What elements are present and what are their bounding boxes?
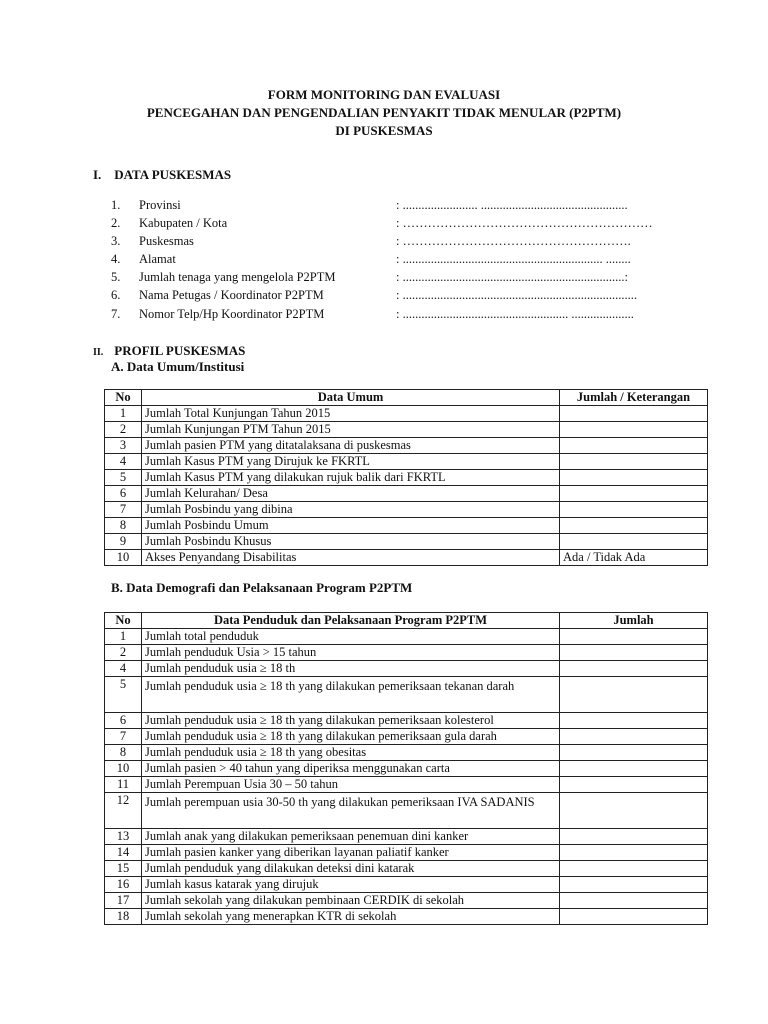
table-row bbox=[105, 486, 708, 502]
row-number: 8 bbox=[105, 518, 142, 534]
form-title-line1: FORM MONITORING DAN EVALUASI bbox=[267, 87, 501, 102]
row-number: 1 bbox=[105, 406, 142, 422]
subsection-b-title: B. Data Demografi dan Pelaksanaan Program P2PTM bbox=[111, 580, 413, 595]
row-value[interactable] bbox=[560, 729, 708, 745]
row-number: 5 bbox=[105, 677, 142, 713]
field-value[interactable]: : ........................................................................... bbox=[396, 288, 637, 302]
field-value[interactable]: : ………………………………………………. bbox=[396, 234, 631, 248]
field-row bbox=[0, 198, 768, 216]
row-value[interactable] bbox=[560, 845, 708, 861]
row-label: Jumlah Posbindu Umum bbox=[142, 518, 560, 534]
section2-title: PROFIL PUSKESMAS bbox=[114, 343, 246, 358]
field-row bbox=[0, 252, 768, 270]
row-number: 12 bbox=[105, 793, 142, 829]
row-value[interactable] bbox=[560, 438, 708, 454]
row-label: Jumlah perempuan usia 30-50 th yang dilakukan pemeriksaan IVA SADANIS bbox=[142, 793, 560, 829]
field-row bbox=[0, 307, 768, 325]
row-label: Jumlah Total Kunjungan Tahun 2015 bbox=[142, 406, 560, 422]
row-number: 3 bbox=[105, 438, 142, 454]
field-label: Nomor Telp/Hp Koordinator P2PTM bbox=[139, 307, 325, 321]
section1-number: I. bbox=[93, 167, 102, 182]
row-value[interactable]: Ada / Tidak Ada bbox=[560, 550, 708, 566]
row-number: 7 bbox=[105, 729, 142, 745]
col-header-jumlah: Jumlah bbox=[560, 613, 708, 629]
section2-heading bbox=[93, 343, 245, 359]
row-value[interactable] bbox=[560, 761, 708, 777]
table-row bbox=[105, 534, 708, 550]
row-label: Jumlah Kasus PTM yang dilakukan rujuk balik dari FKRTL bbox=[142, 470, 560, 486]
field-label: Alamat bbox=[139, 252, 176, 266]
table-row bbox=[105, 454, 708, 470]
table-row bbox=[105, 470, 708, 486]
row-number: 9 bbox=[105, 534, 142, 550]
field-label: Nama Petugas / Koordinator P2PTM bbox=[139, 288, 324, 302]
col-header-data: Data Penduduk dan Pelaksanaan Program P2PTM bbox=[142, 613, 560, 629]
field-number: 1. bbox=[111, 198, 121, 212]
field-row bbox=[0, 270, 768, 288]
table-row bbox=[105, 713, 708, 729]
table-row bbox=[105, 761, 708, 777]
row-label: Jumlah penduduk usia ≥ 18 th yang dilakukan pemeriksaan gula darah bbox=[142, 729, 560, 745]
data-umum-table bbox=[104, 389, 708, 566]
row-value[interactable] bbox=[560, 861, 708, 877]
row-number: 2 bbox=[105, 422, 142, 438]
row-value[interactable] bbox=[560, 486, 708, 502]
table-row bbox=[105, 422, 708, 438]
row-value[interactable] bbox=[560, 422, 708, 438]
row-number: 10 bbox=[105, 550, 142, 566]
row-value[interactable] bbox=[560, 777, 708, 793]
col-header-data: Data Umum bbox=[142, 390, 560, 406]
row-value[interactable] bbox=[560, 406, 708, 422]
field-value[interactable]: : ................................................................ ........ bbox=[396, 252, 631, 266]
row-number: 6 bbox=[105, 486, 142, 502]
row-label: Jumlah penduduk yang dilakukan deteksi dini katarak bbox=[142, 861, 560, 877]
field-row bbox=[0, 288, 768, 306]
row-label: Jumlah pasien > 40 tahun yang diperiksa menggunakan carta bbox=[142, 761, 560, 777]
row-number: 16 bbox=[105, 877, 142, 893]
row-value[interactable] bbox=[560, 893, 708, 909]
row-number: 15 bbox=[105, 861, 142, 877]
table-row bbox=[105, 777, 708, 793]
row-value[interactable] bbox=[560, 629, 708, 645]
table-row bbox=[105, 893, 708, 909]
row-label: Jumlah pasien PTM yang ditatalaksana di puskesmas bbox=[142, 438, 560, 454]
field-label: Jumlah tenaga yang mengelola P2PTM bbox=[139, 270, 336, 284]
row-value[interactable] bbox=[560, 713, 708, 729]
field-row bbox=[0, 216, 768, 234]
field-value[interactable]: : ........................ ............................................... bbox=[396, 198, 628, 212]
subsection-a-title: A. Data Umum/Institusi bbox=[111, 359, 245, 374]
field-label: Provinsi bbox=[139, 198, 181, 212]
row-value[interactable] bbox=[560, 645, 708, 661]
field-row bbox=[0, 234, 768, 252]
row-number: 2 bbox=[105, 645, 142, 661]
table-header-row bbox=[105, 613, 708, 629]
row-value[interactable] bbox=[560, 745, 708, 761]
table-row bbox=[105, 829, 708, 845]
field-value[interactable]: : …………………………………………………… bbox=[396, 216, 653, 230]
table-row bbox=[105, 793, 708, 829]
row-value[interactable] bbox=[560, 534, 708, 550]
section2-number: II. bbox=[93, 347, 104, 358]
row-value[interactable] bbox=[560, 793, 708, 829]
row-number: 5 bbox=[105, 470, 142, 486]
table-row bbox=[105, 877, 708, 893]
row-label: Jumlah Kasus PTM yang Dirujuk ke FKRTL bbox=[142, 454, 560, 470]
row-value[interactable] bbox=[560, 877, 708, 893]
table-row bbox=[105, 909, 708, 925]
row-label: Jumlah anak yang dilakukan pemeriksaan penemuan dini kanker bbox=[142, 829, 560, 845]
table-row bbox=[105, 677, 708, 713]
field-number: 6. bbox=[111, 288, 121, 302]
table-row bbox=[105, 550, 708, 566]
row-label: Jumlah total penduduk bbox=[142, 629, 560, 645]
row-label: Jumlah sekolah yang menerapkan KTR di sekolah bbox=[142, 909, 560, 925]
field-label: Puskesmas bbox=[139, 234, 194, 248]
table-row bbox=[105, 438, 708, 454]
field-label: Kabupaten / Kota bbox=[139, 216, 228, 230]
table-row bbox=[105, 845, 708, 861]
table-row bbox=[105, 729, 708, 745]
row-label: Jumlah Kunjungan PTM Tahun 2015 bbox=[142, 422, 560, 438]
table-row bbox=[105, 629, 708, 645]
row-value[interactable] bbox=[560, 502, 708, 518]
form-title-line2: PENCEGAHAN DAN PENGENDALIAN PENYAKIT TIDAK MENULAR (P2PTM) bbox=[146, 105, 622, 120]
table-row bbox=[105, 518, 708, 534]
data-demografi-table bbox=[104, 612, 708, 925]
field-number: 5. bbox=[111, 270, 121, 284]
row-label: Jumlah Kelurahan/ Desa bbox=[142, 486, 560, 502]
row-number: 1 bbox=[105, 629, 142, 645]
table-row bbox=[105, 406, 708, 422]
row-number: 18 bbox=[105, 909, 142, 925]
row-number: 13 bbox=[105, 829, 142, 845]
col-header-jumlah: Jumlah / Keterangan bbox=[560, 390, 708, 406]
field-number: 7. bbox=[111, 307, 121, 321]
row-label: Jumlah sekolah yang dilakukan pembinaan CERDIK di sekolah bbox=[142, 893, 560, 909]
section1-heading bbox=[93, 167, 231, 183]
row-label: Jumlah pasien kanker yang diberikan layanan paliatif kanker bbox=[142, 845, 560, 861]
row-label: Jumlah Posbindu yang dibina bbox=[142, 502, 560, 518]
row-value[interactable] bbox=[560, 677, 708, 713]
row-value[interactable] bbox=[560, 454, 708, 470]
row-number: 7 bbox=[105, 502, 142, 518]
row-number: 4 bbox=[105, 661, 142, 677]
row-number: 17 bbox=[105, 893, 142, 909]
form-title-line3: DI PUSKESMAS bbox=[335, 123, 433, 138]
row-number: 10 bbox=[105, 761, 142, 777]
field-number: 4. bbox=[111, 252, 121, 266]
table-row bbox=[105, 861, 708, 877]
table-row bbox=[105, 645, 708, 661]
row-label: Jumlah penduduk usia ≥ 18 th bbox=[142, 661, 560, 677]
field-value[interactable]: : ..................................................... .................... bbox=[396, 307, 634, 321]
field-value[interactable]: : .......................................................................: bbox=[396, 270, 628, 284]
row-value[interactable] bbox=[560, 829, 708, 845]
row-number: 6 bbox=[105, 713, 142, 729]
section1-title: DATA PUSKESMAS bbox=[114, 167, 232, 182]
col-header-no: No bbox=[105, 613, 142, 629]
row-number: 8 bbox=[105, 745, 142, 761]
table-header-row bbox=[105, 390, 708, 406]
row-value[interactable] bbox=[560, 470, 708, 486]
row-label: Akses Penyandang Disabilitas bbox=[142, 550, 560, 566]
col-header-no: No bbox=[105, 390, 142, 406]
row-number: 11 bbox=[105, 777, 142, 793]
row-value[interactable] bbox=[560, 661, 708, 677]
table-row bbox=[105, 745, 708, 761]
row-label: Jumlah penduduk usia ≥ 18 th yang obesitas bbox=[142, 745, 560, 761]
field-number: 2. bbox=[111, 216, 121, 230]
row-number: 4 bbox=[105, 454, 142, 470]
row-value[interactable] bbox=[560, 518, 708, 534]
row-number: 14 bbox=[105, 845, 142, 861]
row-label: Jumlah penduduk usia ≥ 18 th yang dilakukan pemeriksaan tekanan darah bbox=[142, 677, 560, 713]
row-label: Jumlah penduduk Usia > 15 tahun bbox=[142, 645, 560, 661]
row-label: Jumlah penduduk usia ≥ 18 th yang dilakukan pemeriksaan kolesterol bbox=[142, 713, 560, 729]
row-label: Jumlah kasus katarak yang dirujuk bbox=[142, 877, 560, 893]
row-label: Jumlah Perempuan Usia 30 – 50 tahun bbox=[142, 777, 560, 793]
table-row bbox=[105, 502, 708, 518]
field-number: 3. bbox=[111, 234, 121, 248]
table-row bbox=[105, 661, 708, 677]
row-value[interactable] bbox=[560, 909, 708, 925]
row-label: Jumlah Posbindu Khusus bbox=[142, 534, 560, 550]
